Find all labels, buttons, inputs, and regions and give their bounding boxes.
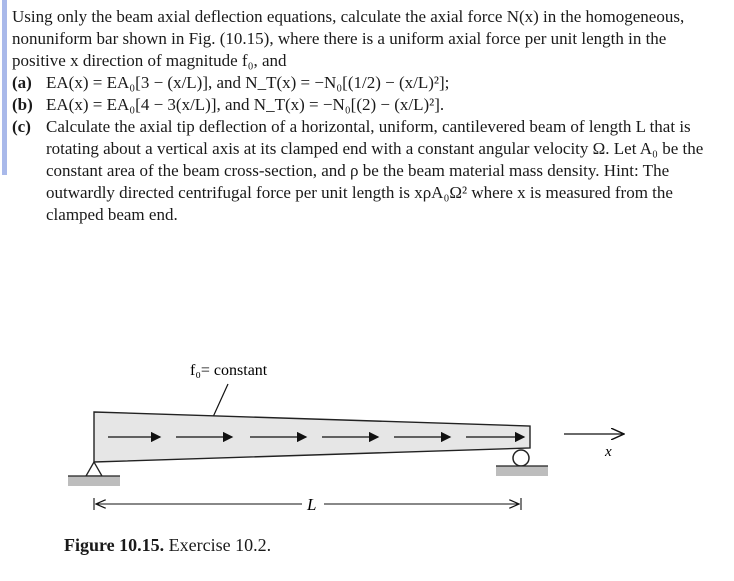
item-b [12,94,722,116]
item-b-label: (b) [12,95,33,114]
problem-statement [12,6,722,226]
item-a-text: EA(x) = EA₀[3 − (x/L)], and N_T(x) = −N₀[(1/2) − (x/L)²]; [46,73,450,92]
figure-caption [64,535,271,556]
item-b-text: EA(x) = EA₀[4 − 3(x/L)], and N_T(x) = −N₀[(2) − (x/L)²]. [46,95,445,114]
problem-intro: Using only the beam axial deflection equations, calculate the axial force N(x) in the homogeneous, nonuniform bar shown in Fig. (10.15), where there is a uniform axial force per unit length in the positive x direction of magnitude f₀, and [12,7,685,70]
item-a [12,72,722,94]
beam-figure [0,340,734,540]
caption-number: Figure 10.15. [64,535,165,555]
length-label: L [307,495,317,514]
roller-support [496,450,548,476]
pin-support [68,462,120,486]
highlight-bar [2,0,7,175]
caption-text: Exercise 10.2. [168,535,272,555]
item-c [12,116,722,226]
item-a-label: (a) [12,73,32,92]
load-label: f₀= constant [190,362,268,379]
item-c-label: (c) [12,117,31,136]
item-c-text: Calculate the axial tip deflection of a horizontal, uniform, cantilevered beam of length L that is rotating about a vertical axis at its clamped end with a constant angular velocity Ω. Let A₀ be the constant area of the beam cross-section, and ρ be the beam material mass density. Hint: The outwardly directed centrifugal force per unit length is xρA₀Ω² where x is measured from the clamped beam end. [46,117,704,224]
x-axis-label: x [605,444,612,460]
